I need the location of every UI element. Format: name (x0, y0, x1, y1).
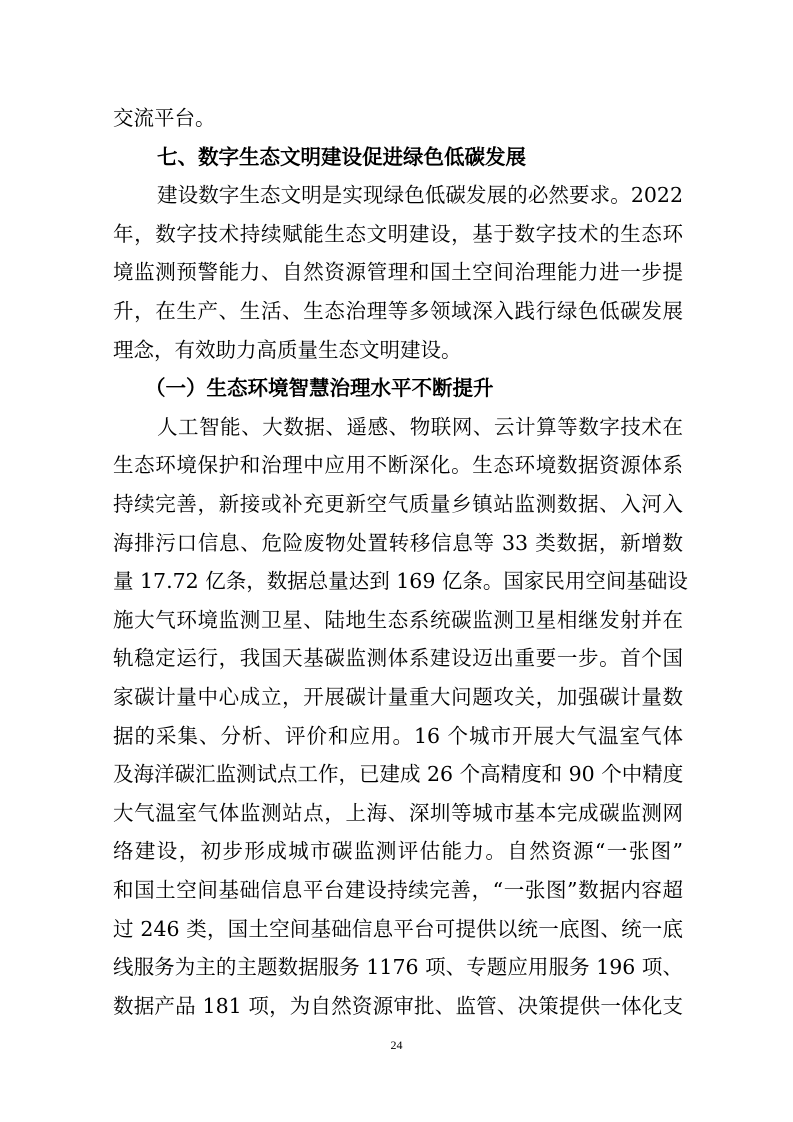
body-line: 人工智能、大数据、遥感、物联网、云计算等数字技术在 (157, 414, 683, 439)
body-line: 络建设，初步形成城市碳监测评估能力。自然资源“一张图” (113, 839, 683, 864)
body-line: 境监测预警能力、自然资源管理和国土空间治理能力进一步提 (113, 260, 683, 285)
body-line: 生态环境保护和治理中应用不断深化。生态环境数据资源体系 (113, 453, 683, 478)
body-line: 大气温室气体监测站点，上海、深圳等城市基本完成碳监测网 (113, 800, 683, 825)
subsection-heading: （一）生态环境智慧治理水平不断提升 (145, 376, 494, 401)
body-line: 过 246 类，国土空间基础信息平台可提供以统一底图、统一底 (113, 916, 683, 941)
section-heading: 七、数字生态文明建设促进绿色低碳发展 (157, 144, 526, 169)
body-line: 及海洋碳汇监测试点工作，已建成 26 个高精度和 90 个中精度 (113, 762, 684, 787)
body-line: 家碳计量中心成立，开展碳计量重大问题攻关，加强碳计量数 (113, 685, 683, 709)
body-line: 理念，有效助力高质量生态文明建设。 (113, 337, 462, 362)
body-line: 建设数字生态文明是实现绿色低碳发展的必然要求。2022 (157, 183, 683, 208)
body-line: 持续完善，新接或补充更新空气质量乡镇站监测数据、入河入 (113, 492, 683, 516)
page-number: 24 (390, 1038, 403, 1052)
body-line: 量 17.72 亿条，数据总量达到 169 亿条。国家民用空间基础设 (113, 569, 688, 594)
body-line: 年，数字技术持续赋能生态文明建设，基于数字技术的生态环 (113, 221, 683, 246)
body-line: 线服务为主的主题数据服务 1176 项、专题应用服务 196 项、 (113, 955, 683, 980)
body-line: 和国土空间基础信息平台建设持续完善，“一张图”数据内容超 (113, 878, 683, 902)
body-line: 轨稳定运行，我国天基碳监测体系建设迈出重要一步。首个国 (113, 646, 683, 671)
body-line: 数据产品 181 项，为自然资源审批、监管、决策提供一体化支 (113, 993, 683, 1018)
body-line: 据的采集、分析、评价和应用。16 个城市开展大气温室气体 (113, 723, 683, 748)
body-line: 海排污口信息、危险废物处置转移信息等 33 类数据，新增数 (113, 530, 683, 555)
body-line: 交流平台。 (113, 106, 216, 130)
body-line: 升，在生产、生活、生态治理等多领域深入践行绿色低碳发展 (113, 299, 683, 323)
body-line: 施大气环境监测卫星、陆地生态系统碳监测卫星相继发射并在 (113, 607, 683, 632)
